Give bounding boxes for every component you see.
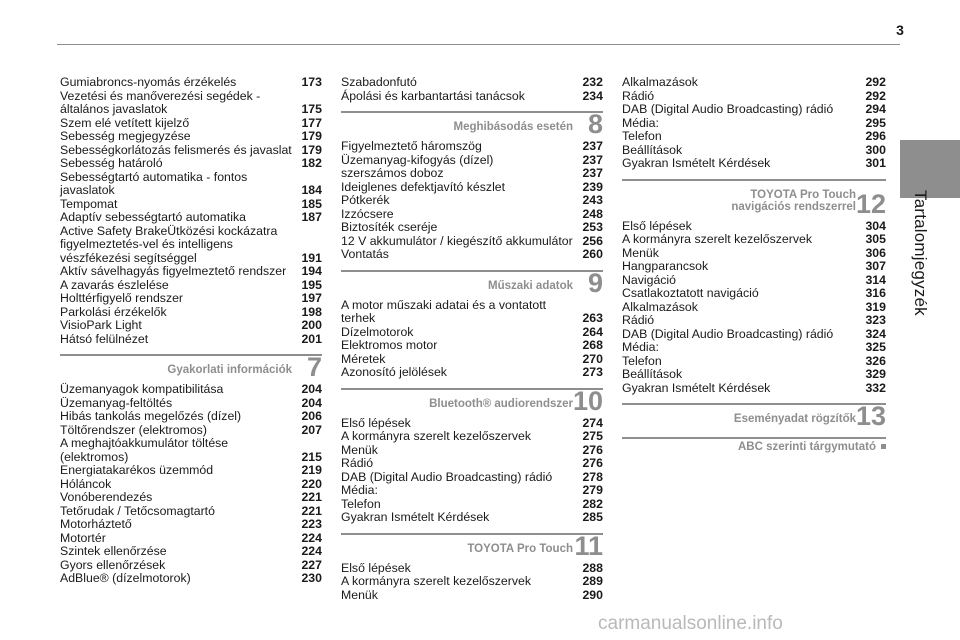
toc-entry-page: 237 bbox=[582, 152, 603, 167]
toc-entry-page: 191 bbox=[301, 250, 322, 265]
chapter-title-line: TOYOTA Pro Touch bbox=[750, 188, 856, 201]
toc-entry-page: 195 bbox=[301, 277, 322, 292]
toc-entry[interactable] bbox=[341, 575, 603, 589]
toc-entry[interactable] bbox=[622, 328, 886, 342]
toc-entry-page: 204 bbox=[301, 395, 322, 410]
index-link-label: ABC szerinti tárgymutató bbox=[737, 441, 876, 453]
chapter-title-line: Műszaki adatok bbox=[488, 279, 573, 292]
toc-entry[interactable] bbox=[60, 491, 322, 505]
toc-entry[interactable] bbox=[341, 221, 603, 235]
toc-entry-page: 224 bbox=[301, 544, 322, 558]
toc-entry[interactable] bbox=[341, 76, 603, 90]
toc-entry[interactable] bbox=[60, 464, 322, 478]
toc-entry-title: Aktív sávelhagyás figyelmeztető rendszer bbox=[60, 264, 287, 278]
chapter-title bbox=[453, 121, 573, 133]
toc-entry-page: 207 bbox=[301, 422, 322, 437]
toc-entry-page: 198 bbox=[301, 304, 322, 319]
toc-entry-page: 324 bbox=[865, 326, 886, 341]
toc-entry-title: Média: bbox=[341, 483, 378, 497]
toc-entry-title: Hibás tankolás megelőzés (dízel) bbox=[60, 409, 242, 423]
chapter-rule bbox=[341, 533, 603, 535]
toc-entry-page: 179 bbox=[301, 142, 322, 157]
toc-entry-page: 294 bbox=[865, 102, 886, 116]
toc-entry-title: A zavarás észlelése bbox=[60, 277, 169, 292]
toc-entry-page: 325 bbox=[865, 340, 886, 354]
toc-entry[interactable] bbox=[60, 211, 322, 225]
toc-entry[interactable] bbox=[60, 518, 322, 532]
toc-entry-title: Rádió bbox=[622, 88, 655, 103]
toc-entry-page: 253 bbox=[582, 220, 603, 234]
toc-entry-page: 227 bbox=[301, 557, 322, 572]
toc-entry-page: 175 bbox=[301, 102, 322, 116]
toc-entry-title: Gumiabroncs-nyomás érzékelés bbox=[60, 75, 237, 89]
toc-entry-page: 268 bbox=[582, 338, 603, 352]
toc-entry-page: 292 bbox=[865, 75, 886, 89]
toc-entry[interactable] bbox=[60, 90, 322, 117]
toc-entry-title: Töltőrendszer (elektromos) bbox=[60, 422, 207, 437]
toc-entry[interactable] bbox=[60, 157, 322, 171]
toc-entry[interactable] bbox=[622, 314, 886, 328]
toc-entry[interactable] bbox=[60, 559, 322, 573]
toc-entry-title: Alkalmazások bbox=[622, 75, 698, 89]
toc-entry[interactable] bbox=[622, 382, 886, 396]
toc-entry-page: 263 bbox=[582, 311, 603, 325]
toc-entry[interactable] bbox=[60, 306, 322, 320]
toc-entry-title: szerszámos doboz bbox=[341, 166, 444, 180]
toc-entry-page: 256 bbox=[582, 233, 603, 248]
chapter-title bbox=[429, 398, 573, 410]
chapter-number: 8 bbox=[587, 109, 603, 139]
toc-entry[interactable] bbox=[622, 247, 886, 261]
toc-entry-page: 194 bbox=[301, 264, 322, 278]
toc-entry-page: 185 bbox=[301, 196, 322, 211]
toc-entry[interactable] bbox=[341, 90, 603, 104]
toc-entry-title: Figyelmeztető háromszög bbox=[341, 139, 482, 153]
toc-entry[interactable] bbox=[622, 341, 886, 355]
toc-entry-page: 307 bbox=[865, 259, 886, 273]
toc-entry-page: 301 bbox=[865, 156, 886, 170]
toc-entry-page: 314 bbox=[865, 272, 886, 287]
toc-entry[interactable] bbox=[60, 437, 322, 464]
toc-entry-page: 239 bbox=[582, 179, 603, 194]
toc-entry[interactable] bbox=[60, 333, 322, 347]
chapter-title bbox=[488, 280, 573, 292]
toc-entry-page: 260 bbox=[582, 247, 603, 261]
toc-entry[interactable] bbox=[622, 233, 886, 247]
toc-entry-title: Telefon bbox=[622, 129, 662, 143]
chapter-rule bbox=[622, 179, 886, 181]
toc-entry-page: 200 bbox=[301, 318, 322, 332]
toc-entry-title: Active Safety BrakeÜtközési kockázatra figyelmeztetés-vel és intelligens vészfékezési segítséggel bbox=[60, 223, 278, 265]
chapter-number: 7 bbox=[306, 352, 322, 382]
toc-entry-title: Gyakran Ismételt Kérdések bbox=[622, 156, 771, 170]
toc-entry-page: 270 bbox=[582, 351, 603, 366]
toc-entry-page: 177 bbox=[301, 115, 322, 130]
toc-entry-page: 237 bbox=[582, 139, 603, 153]
toc-entry[interactable] bbox=[60, 117, 322, 131]
chapter-title bbox=[734, 413, 856, 425]
toc-column-2 bbox=[341, 76, 603, 602]
toc-entry[interactable] bbox=[341, 589, 603, 603]
toc-entry[interactable] bbox=[60, 410, 322, 424]
toc-entry-title: Motortér bbox=[60, 530, 106, 545]
toc-entry-title: Tetőrudak / Tetőcsomagtartó bbox=[60, 503, 215, 518]
toc-entry-page: 304 bbox=[865, 218, 886, 233]
toc-entry-page: 230 bbox=[301, 571, 322, 585]
toc-entry-title: Sebesség megjegyzése bbox=[60, 129, 191, 143]
toc-entry-title: 12 V akkumulátor / kiegészítő akkumulátor bbox=[341, 233, 573, 248]
toc-entry-page: 279 bbox=[582, 483, 603, 497]
toc-entry[interactable] bbox=[341, 235, 603, 249]
chapter-rule bbox=[622, 437, 886, 439]
side-tab-label: Tartalomjegyzék bbox=[911, 190, 930, 316]
toc-entry-page: 206 bbox=[301, 409, 322, 423]
toc-entry-title: Vonóberendezés bbox=[60, 490, 153, 504]
chapter-header[interactable] bbox=[341, 267, 603, 298]
toc-entry[interactable] bbox=[341, 511, 603, 525]
toc-entry-title: Telefon bbox=[622, 353, 662, 368]
toc-entry-title: Első lépések bbox=[622, 218, 692, 233]
toc-entry-title: A kormányra szerelt kezelőszervek bbox=[622, 232, 812, 246]
toc-entry[interactable] bbox=[622, 157, 886, 171]
chapter-number: 12 bbox=[855, 188, 886, 219]
toc-entry[interactable] bbox=[341, 498, 603, 512]
toc-entry-title: DAB (Digital Audio Broadcasting) rádió bbox=[622, 326, 834, 341]
chapter-title bbox=[731, 189, 856, 213]
chapter-title-line: Bluetooth® audiorendszer bbox=[429, 397, 573, 410]
toc-entry-title: Szem elé vetített kijelző bbox=[60, 115, 190, 130]
toc-entry-page: 319 bbox=[865, 299, 886, 314]
toc-entry[interactable] bbox=[341, 181, 603, 195]
toc-entry-title: Rádió bbox=[341, 456, 374, 470]
toc-entry-title: Média: bbox=[622, 340, 659, 354]
toc-entry-page: 273 bbox=[582, 365, 603, 379]
toc-entry-title: Motorháztető bbox=[60, 517, 132, 531]
toc-entry-page: 248 bbox=[582, 206, 603, 221]
toc-entry-title: Biztosíték cseréje bbox=[341, 220, 438, 234]
chapter-tab-marker bbox=[900, 140, 960, 198]
chapter-header[interactable] bbox=[60, 354, 322, 380]
toc-entry-title: Tempomat bbox=[60, 196, 118, 211]
toc-column-3 bbox=[622, 76, 886, 460]
toc-entry-page: 290 bbox=[582, 587, 603, 602]
toc-entry[interactable] bbox=[341, 194, 603, 208]
toc-entry[interactable] bbox=[60, 198, 322, 212]
toc-entry[interactable] bbox=[622, 355, 886, 369]
chapter-rule bbox=[60, 354, 322, 356]
toc-entry-title: Holttérfigyelő rendszer bbox=[60, 291, 184, 305]
toc-entry-page: 292 bbox=[865, 88, 886, 103]
chapter-number: 10 bbox=[572, 385, 603, 416]
toc-entry-page: 234 bbox=[582, 88, 603, 103]
toc-entry[interactable] bbox=[60, 424, 322, 438]
toc-entry-page: 197 bbox=[301, 291, 322, 305]
toc-entry-page: 264 bbox=[582, 324, 603, 339]
chapter-title-line: Meghibásodás esetén bbox=[453, 121, 573, 133]
toc-entry-page: 221 bbox=[301, 503, 322, 518]
toc-entry[interactable] bbox=[60, 319, 322, 333]
toc-entry-title: Menük bbox=[341, 442, 378, 457]
toc-entry[interactable] bbox=[60, 545, 322, 559]
toc-entry[interactable] bbox=[622, 260, 886, 274]
toc-entry-title: Üzemanyagok kompatibilitása bbox=[60, 382, 224, 396]
toc-entry-title: A kormányra szerelt kezelőszervek bbox=[341, 429, 531, 443]
toc-entry[interactable] bbox=[622, 368, 886, 382]
toc-entry-page: 305 bbox=[865, 232, 886, 246]
toc-entry[interactable] bbox=[622, 301, 886, 315]
chapter-rule bbox=[341, 111, 603, 113]
toc-entry[interactable] bbox=[341, 326, 603, 340]
toc-entry-page: 289 bbox=[582, 574, 603, 588]
chapter-title-line: Eseményadat rögzítők bbox=[733, 413, 856, 425]
chapter-title bbox=[167, 364, 292, 376]
toc-entry[interactable] bbox=[60, 171, 322, 198]
toc-entry-page: 326 bbox=[865, 353, 886, 368]
toc-entry-page: 323 bbox=[865, 313, 886, 327]
toc-entry[interactable] bbox=[341, 471, 603, 485]
toc-entry-title: Energiatakarékos üzemmód bbox=[60, 463, 214, 477]
chapter-header[interactable] bbox=[622, 179, 886, 217]
toc-entry-title: Pótkerék bbox=[341, 193, 390, 207]
toc-entry[interactable] bbox=[60, 76, 322, 90]
toc-entry-page: 237 bbox=[582, 166, 603, 180]
toc-entry-title: Első lépések bbox=[341, 560, 411, 575]
toc-entry-title: Parkolási érzékelők bbox=[60, 304, 167, 319]
toc-entry-title: Első lépések bbox=[341, 415, 411, 430]
toc-entry[interactable] bbox=[60, 505, 322, 519]
toc-entry-title: Azonosító jelölések bbox=[341, 365, 447, 379]
toc-entry[interactable] bbox=[341, 154, 603, 168]
toc-entry-title: Szintek ellenőrzése bbox=[60, 544, 167, 558]
toc-entry[interactable] bbox=[60, 397, 322, 411]
toc-entry-page: 332 bbox=[865, 380, 886, 395]
toc-entry[interactable] bbox=[341, 208, 603, 222]
chapter-number: 9 bbox=[587, 267, 603, 298]
chapter-header[interactable] bbox=[341, 385, 603, 416]
toc-entry[interactable] bbox=[341, 140, 603, 154]
toc-entry-title: Gyors ellenőrzések bbox=[60, 557, 166, 572]
toc-entry-title: Gyakran Ismételt Kérdések bbox=[622, 380, 771, 395]
toc-entry-page: 173 bbox=[301, 75, 322, 89]
toc-entry-page: 274 bbox=[582, 415, 603, 430]
toc-entry-page: 232 bbox=[582, 75, 603, 89]
toc-column-1 bbox=[60, 76, 322, 586]
toc-entry-page: 201 bbox=[301, 331, 322, 346]
header-rule bbox=[57, 44, 900, 45]
toc-entry-page: 296 bbox=[865, 129, 886, 143]
toc-entry-title: Izzócsere bbox=[341, 206, 394, 221]
chapter-title-line: Gyakorlati információk bbox=[167, 364, 292, 376]
toc-entry[interactable] bbox=[60, 383, 322, 397]
toc-entry-page: 329 bbox=[865, 367, 886, 381]
toc-entry-page: 288 bbox=[582, 560, 603, 575]
toc-entry-page: 204 bbox=[301, 382, 322, 396]
toc-entry-title: Rádió bbox=[622, 313, 655, 327]
chapter-title-line: TOYOTA Pro Touch bbox=[467, 542, 573, 555]
toc-entry-page: 300 bbox=[865, 142, 886, 157]
toc-entry-title: Üzemanyag-kifogyás (dízel) bbox=[341, 152, 494, 167]
toc-entry-page: 182 bbox=[301, 156, 322, 170]
toc-entry-page: 275 bbox=[582, 429, 603, 443]
toc-entry-title: Média: bbox=[622, 115, 659, 130]
toc-entry-page: 295 bbox=[865, 115, 886, 130]
toc-entry[interactable] bbox=[60, 130, 322, 144]
chapter-rule bbox=[341, 270, 603, 272]
toc-entry-title: Méretek bbox=[341, 351, 386, 366]
toc-entry-title: Menük bbox=[622, 245, 659, 260]
toc-entry[interactable] bbox=[622, 117, 886, 131]
toc-entry[interactable] bbox=[341, 562, 603, 576]
toc-entry[interactable] bbox=[60, 572, 322, 586]
toc-entry[interactable] bbox=[60, 532, 322, 546]
toc-entry[interactable] bbox=[341, 430, 603, 444]
toc-entry-page: 276 bbox=[582, 442, 603, 457]
toc-entry[interactable] bbox=[622, 130, 886, 144]
toc-entry-title: Hátsó felülnézet bbox=[60, 331, 149, 346]
toc-entry-title: Alkalmazások bbox=[622, 299, 698, 314]
toc-entry[interactable] bbox=[341, 167, 603, 181]
toc-entry-page: 220 bbox=[301, 476, 322, 491]
toc-entry-page: 278 bbox=[582, 469, 603, 484]
toc-entry[interactable] bbox=[622, 274, 886, 288]
chapter-number: 13 bbox=[855, 401, 886, 431]
toc-entry[interactable] bbox=[60, 279, 322, 293]
toc-entry-page: 276 bbox=[582, 456, 603, 470]
toc-entry[interactable] bbox=[60, 225, 322, 266]
chapter-rule bbox=[622, 403, 886, 405]
toc-entry-page: 219 bbox=[301, 463, 322, 477]
toc-entry-title: Navigáció bbox=[622, 272, 676, 287]
toc-entry[interactable] bbox=[60, 265, 322, 279]
toc-entry-title: Sebességkorlátozás felismerés és javaslat bbox=[60, 142, 292, 157]
toc-entry-title: Hóláncok bbox=[60, 476, 112, 491]
toc-entry-title: Telefon bbox=[341, 496, 381, 511]
toc-entry[interactable] bbox=[341, 299, 603, 326]
square-bullet-icon bbox=[881, 444, 886, 449]
toc-entry-title: Elektromos motor bbox=[341, 338, 438, 352]
toc-entry-title: Sebességtartó automatika - fontos javaslatok bbox=[60, 169, 248, 197]
toc-entry-page: 187 bbox=[301, 210, 322, 224]
toc-entry-page: 243 bbox=[582, 193, 603, 207]
toc-entry[interactable] bbox=[60, 144, 322, 158]
toc-entry-title: DAB (Digital Audio Broadcasting) rádió bbox=[622, 102, 834, 116]
toc-entry[interactable] bbox=[341, 366, 603, 380]
toc-entry[interactable] bbox=[341, 339, 603, 353]
toc-entry-page: 184 bbox=[301, 183, 322, 197]
chapter-title-line: navigációs rendszerrel bbox=[731, 200, 856, 213]
index-link[interactable] bbox=[622, 437, 886, 457]
toc-entry-title: Szabadonfutó bbox=[341, 75, 417, 89]
toc-entry-title: Hangparancsok bbox=[622, 259, 709, 273]
chapter-number: 11 bbox=[574, 530, 603, 561]
toc-entry-page: 224 bbox=[301, 530, 322, 545]
toc-entry-title: Sebesség határoló bbox=[60, 156, 163, 170]
toc-entry[interactable] bbox=[622, 220, 886, 234]
toc-entry-title: Dízelmotorok bbox=[341, 324, 414, 339]
chapter-rule bbox=[341, 388, 603, 390]
toc-entry-page: 282 bbox=[582, 496, 603, 511]
toc-entry-title: Gyakran Ismételt Kérdések bbox=[341, 510, 490, 524]
chapter-header[interactable] bbox=[341, 111, 603, 137]
page-number: 3 bbox=[896, 22, 904, 38]
toc-entry[interactable] bbox=[60, 478, 322, 492]
index-link-title bbox=[738, 441, 886, 453]
toc-entry-page: 223 bbox=[301, 517, 322, 531]
toc-entry-page: 215 bbox=[301, 449, 322, 464]
toc-entry-title: A motor műszaki adatai és a vontatott terhek bbox=[341, 297, 547, 325]
toc-entry[interactable] bbox=[60, 292, 322, 306]
toc-entry[interactable] bbox=[341, 417, 603, 431]
toc-entry-title: Beállítások bbox=[622, 367, 683, 381]
toc-entry-title: Üzemanyag-feltöltés bbox=[60, 395, 173, 410]
toc-entry-title: Ideiglenes defektjavító készlet bbox=[341, 179, 506, 194]
toc-entry-title: Vontatás bbox=[341, 247, 389, 261]
toc-entry-title: DAB (Digital Audio Broadcasting) rádió bbox=[341, 469, 553, 484]
toc-entry-title: Csatlakoztatott navigáció bbox=[622, 286, 759, 300]
toc-entry-title: Beállítások bbox=[622, 142, 683, 157]
toc-entry-title: Menük bbox=[341, 587, 378, 602]
toc-entry-title: A meghajtóakkumulátor töltése (elektromos) bbox=[60, 436, 229, 464]
toc-entry[interactable] bbox=[341, 353, 603, 367]
toc-entry-title: Adaptív sebességtartó automatika bbox=[60, 210, 246, 224]
toc-entry[interactable] bbox=[622, 76, 886, 90]
toc-entry-page: 221 bbox=[301, 490, 322, 504]
watermark: carmanualsonline.info bbox=[598, 613, 783, 634]
chapter-header[interactable] bbox=[622, 403, 886, 429]
toc-entry[interactable] bbox=[622, 287, 886, 301]
toc-entry-page: 306 bbox=[865, 245, 886, 260]
chapter-title bbox=[467, 543, 573, 555]
toc-entry-title: A kormányra szerelt kezelőszervek bbox=[341, 574, 531, 588]
toc-entry-title: AdBlue® (dízelmotorok) bbox=[60, 571, 191, 585]
toc-entry[interactable] bbox=[341, 248, 603, 262]
toc-entry[interactable] bbox=[622, 103, 886, 117]
toc-entry[interactable] bbox=[341, 457, 603, 471]
chapter-header[interactable] bbox=[341, 530, 603, 561]
toc-entry-title: Vezetési és manőverezési segédek - általános javaslatok bbox=[60, 88, 261, 116]
toc-entry-page: 285 bbox=[582, 510, 603, 524]
toc-entry[interactable] bbox=[341, 444, 603, 458]
toc-entry-page: 179 bbox=[301, 129, 322, 143]
toc-entry[interactable] bbox=[622, 90, 886, 104]
toc-entry-title: VisioPark Light bbox=[60, 318, 142, 332]
toc-entry[interactable] bbox=[341, 484, 603, 498]
toc-entry-page: 316 bbox=[865, 286, 886, 300]
toc-entry[interactable] bbox=[622, 144, 886, 158]
toc-entry-title: Ápolási és karbantartási tanácsok bbox=[341, 88, 525, 103]
